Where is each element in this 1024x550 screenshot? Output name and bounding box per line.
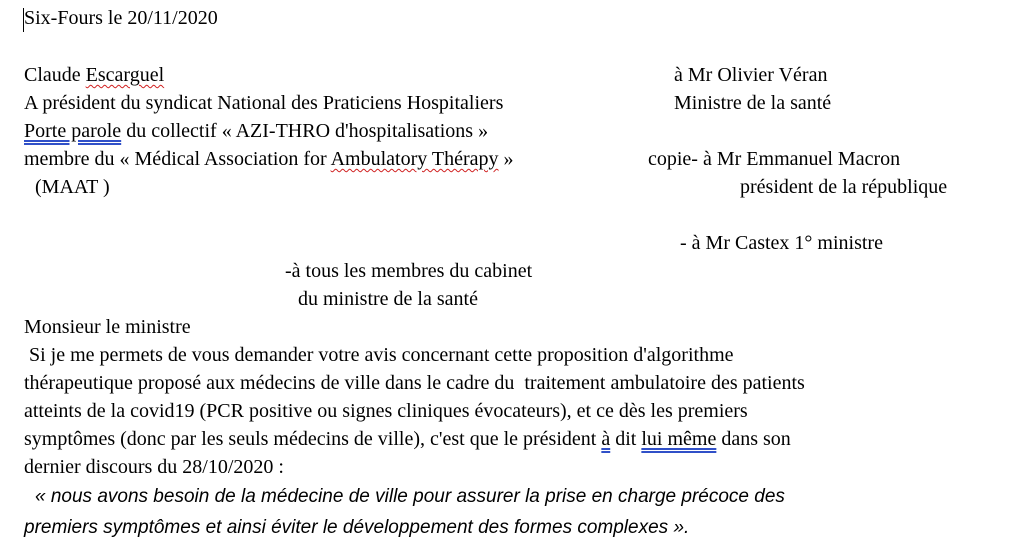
sender-last-name: Escarguel	[85, 64, 165, 86]
sender-membership-a: membre du « Médical Association for	[24, 148, 331, 170]
date-line: Six-Fours le 20/11/2020	[24, 7, 218, 29]
sender-title: A président du syndicat National des Praticiens Hospitaliers	[24, 92, 504, 114]
body-line-3: atteints de la covid19 (PCR positive ou signes cliniques évocateurs), et ce dès les premiers	[24, 400, 748, 422]
copy-recipient-1-role: président de la république	[740, 176, 948, 198]
sender-role	[24, 117, 488, 145]
recipient-name: à Mr Olivier Véran	[674, 64, 828, 86]
sender-role-underlined: Porte parole	[24, 120, 122, 142]
sender-org: (MAAT )	[35, 176, 110, 198]
copy-recipient-3-cont: du ministre de la santé	[298, 288, 478, 310]
sender-membership-b: Ambulatory Thérapy	[330, 148, 499, 170]
salutation: Monsieur le ministre	[24, 316, 191, 338]
sender-membership	[24, 145, 514, 173]
quote-line-2: premiers symptômes et ainsi éviter le développement des formes complexes ».	[24, 517, 690, 538]
body-line-4-underlined-1: à	[601, 428, 611, 450]
quote-line-1: « nous avons besoin de la médecine de ville pour assurer la prise en charge précoce des	[35, 486, 785, 507]
copy-recipient-2: - à Mr Castex 1° ministre	[680, 232, 883, 254]
body-line-4-a: symptômes (donc par les seuls médecins de ville), c'est que le président	[24, 428, 602, 450]
body-line-4-end: dans son	[716, 428, 791, 450]
body-line-5: dernier discours du 28/10/2020 :	[24, 456, 284, 478]
sender-first-name: Claude	[24, 64, 86, 86]
sender-role-rest: du collectif « AZI-THRO d'hospitalisations »	[121, 120, 489, 142]
copy-recipient-3: -à tous les membres du cabinet	[285, 260, 533, 282]
body-line-4-mid: dit	[610, 428, 642, 450]
body-line-2: thérapeutique proposé aux médecins de ville dans le cadre du traitement ambulatoire des patients	[24, 372, 805, 394]
copy-recipient-1: copie- à Mr Emmanuel Macron	[648, 148, 901, 170]
body-line-4	[24, 425, 791, 453]
sender-membership-c: »	[498, 148, 514, 170]
sender-name	[24, 61, 164, 89]
body-line-1: Si je me permets de vous demander votre avis concernant cette proposition d'algorithme	[24, 344, 734, 366]
recipient-role: Ministre de la santé	[674, 92, 832, 114]
body-line-4-underlined-2: lui même	[641, 428, 717, 450]
